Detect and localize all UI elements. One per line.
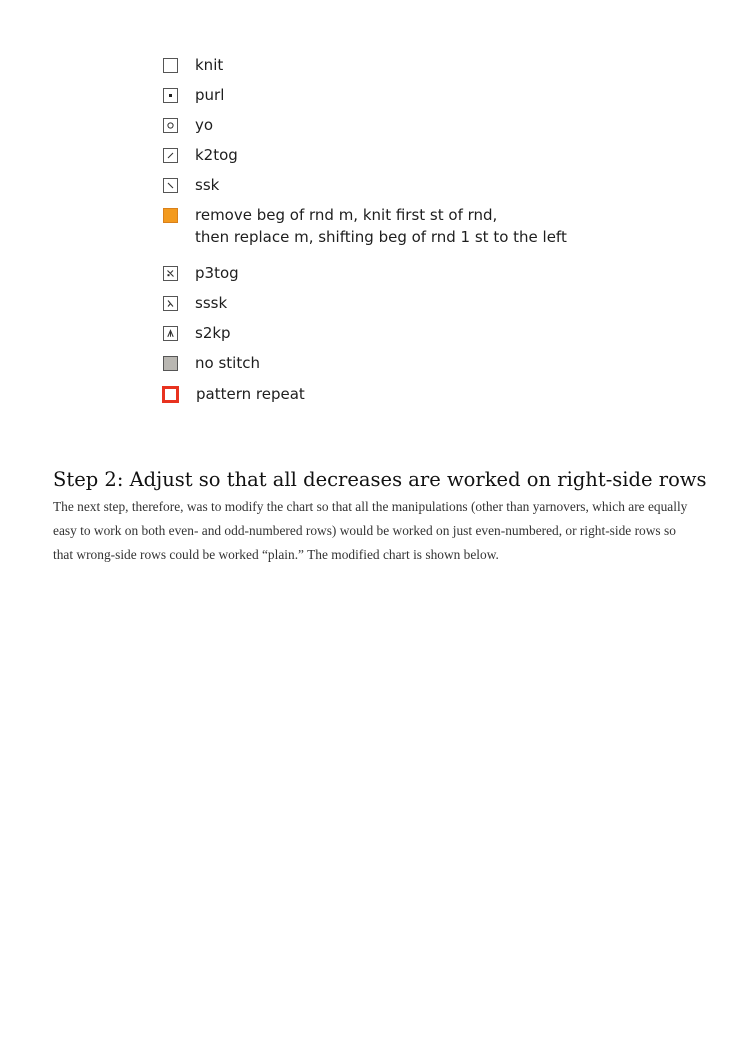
legend-item-yo — [163, 118, 213, 136]
legend-item-knit — [163, 58, 223, 76]
legend-item-p3tog — [163, 266, 239, 284]
section-heading: Step 2: Adjust so that all decreases are worked on right-side rows — [53, 468, 707, 491]
sssk-icon — [163, 296, 178, 311]
purl-icon — [163, 88, 178, 103]
legend-item-ssk — [163, 178, 219, 196]
pattern-repeat-icon — [162, 386, 179, 403]
legend-label: yo — [195, 116, 214, 134]
legend-item-sssk — [163, 296, 227, 314]
knit-icon — [163, 58, 178, 73]
legend-item-move-marker — [163, 208, 567, 248]
legend-label: remove beg of rnd m, knit first st of rnd, then replace m, shifting beg of rnd 1 st to the left — [195, 206, 567, 246]
step-2-section — [53, 466, 707, 567]
legend-label: sssk — [195, 294, 228, 312]
s2kp-icon — [163, 326, 178, 341]
legend-item-k2tog — [163, 148, 238, 166]
move-marker-icon — [163, 208, 178, 223]
no-stitch-icon — [163, 356, 178, 371]
ssk-icon — [163, 178, 178, 193]
legend-label: s2kp — [195, 324, 231, 342]
yo-icon — [163, 118, 178, 133]
k2tog-icon — [163, 148, 178, 163]
legend-label: purl — [195, 86, 225, 104]
legend-label: knit — [195, 56, 224, 74]
section-paragraph: The next step, therefore, was to modify the chart so that all the manipulations (other than yarnovers, which are equally easy to work on both even- and odd-numbered rows) would be worked on just even-numbered, or right-side rows so that wrong-side rows could be worked “plain.” The modified chart is shown below. — [53, 499, 688, 562]
legend-label: p3tog — [195, 264, 239, 282]
legend-label: no stitch — [195, 354, 260, 372]
legend-label: pattern repeat — [196, 385, 305, 403]
legend-label: ssk — [195, 176, 220, 194]
legend-item-s2kp — [163, 326, 231, 344]
legend-item-pattern-repeat — [163, 387, 305, 405]
legend-label: k2tog — [195, 146, 238, 164]
p3tog-icon — [163, 266, 178, 281]
legend-item-purl — [163, 88, 224, 106]
legend-item-no-stitch — [163, 356, 260, 374]
